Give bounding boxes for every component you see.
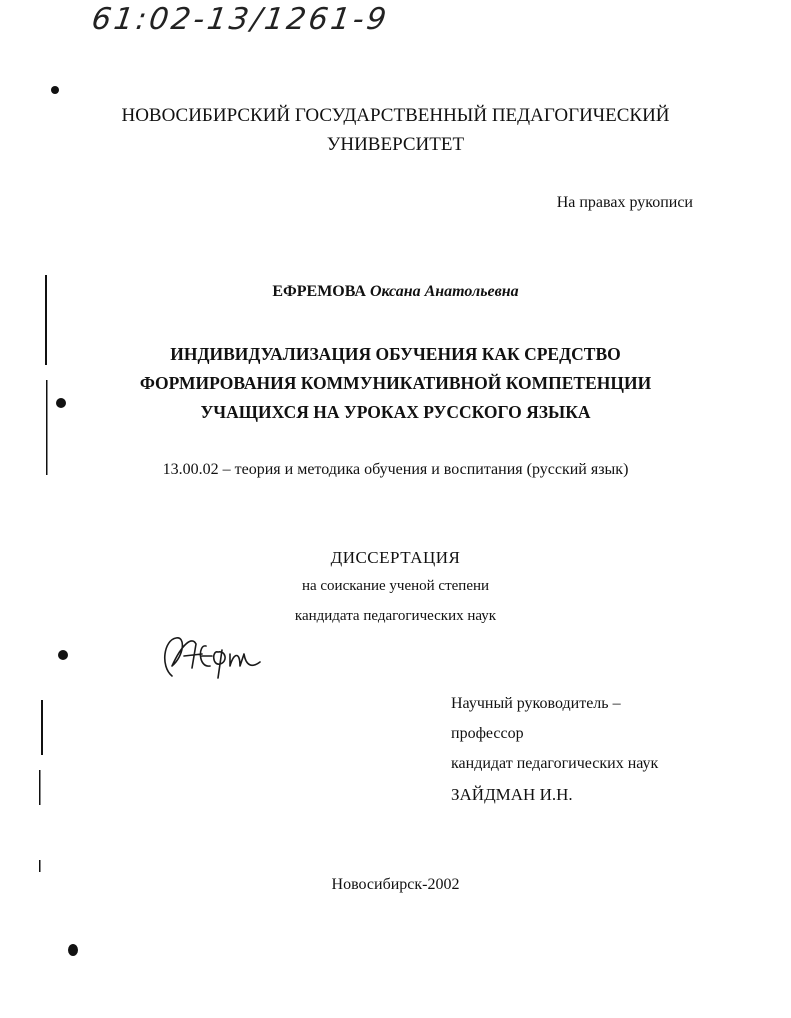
advisor-line: Научный руководитель – (451, 695, 621, 712)
scan-line (41, 700, 43, 755)
dissertation-title (0, 340, 791, 427)
author-surname: ЕФРЕМОВА (272, 283, 366, 300)
author-signature (158, 632, 268, 684)
scan-dot (58, 650, 68, 660)
title-line: УЧАЩИХСЯ НА УРОКАХ РУССКОГО ЯЗЫКА (200, 402, 591, 422)
specialty-code: 13.00.02 – теория и методика обучения и воспитания (русский язык) (162, 461, 629, 478)
rights-note: На правах рукописи (556, 194, 693, 211)
degree-line: кандидата педагогических наук (294, 608, 497, 624)
university-line: НОВОСИБИРСКИЙ ГОСУДАРСТВЕННЫЙ ПЕДАГОГИЧЕСКИЙ (121, 105, 670, 126)
scan-dot (51, 86, 59, 94)
advisor-name: ЗАЙДМАН И.Н. (451, 785, 573, 804)
scan-line (39, 860, 41, 872)
university-name (0, 101, 791, 159)
advisor-line: кандидат педагогических наук (451, 755, 659, 772)
advisor-line: профессор (451, 725, 524, 742)
degree-line: на соискание ученой степени (301, 578, 490, 594)
scan-line (39, 770, 41, 805)
dissertation-heading: ДИССЕРТАЦИЯ (330, 548, 461, 567)
university-line: УНИВЕРСИТЕТ (326, 134, 465, 155)
title-line: ИНДИВИДУАЛИЗАЦИЯ ОБУЧЕНИЯ КАК СРЕДСТВО (170, 344, 621, 364)
city-year: Новосибирск-2002 (331, 876, 460, 893)
title-line: ФОРМИРОВАНИЯ КОММУНИКАТИВНОЙ КОМПЕТЕНЦИИ (139, 373, 652, 393)
scan-dot (68, 944, 78, 956)
handwritten-archive-code: 61:02-13/1261-9 (89, 2, 392, 37)
author-name (0, 283, 791, 301)
author-given-names: Оксана Анатольевна (369, 283, 519, 300)
left-binding-marks (39, 86, 78, 956)
